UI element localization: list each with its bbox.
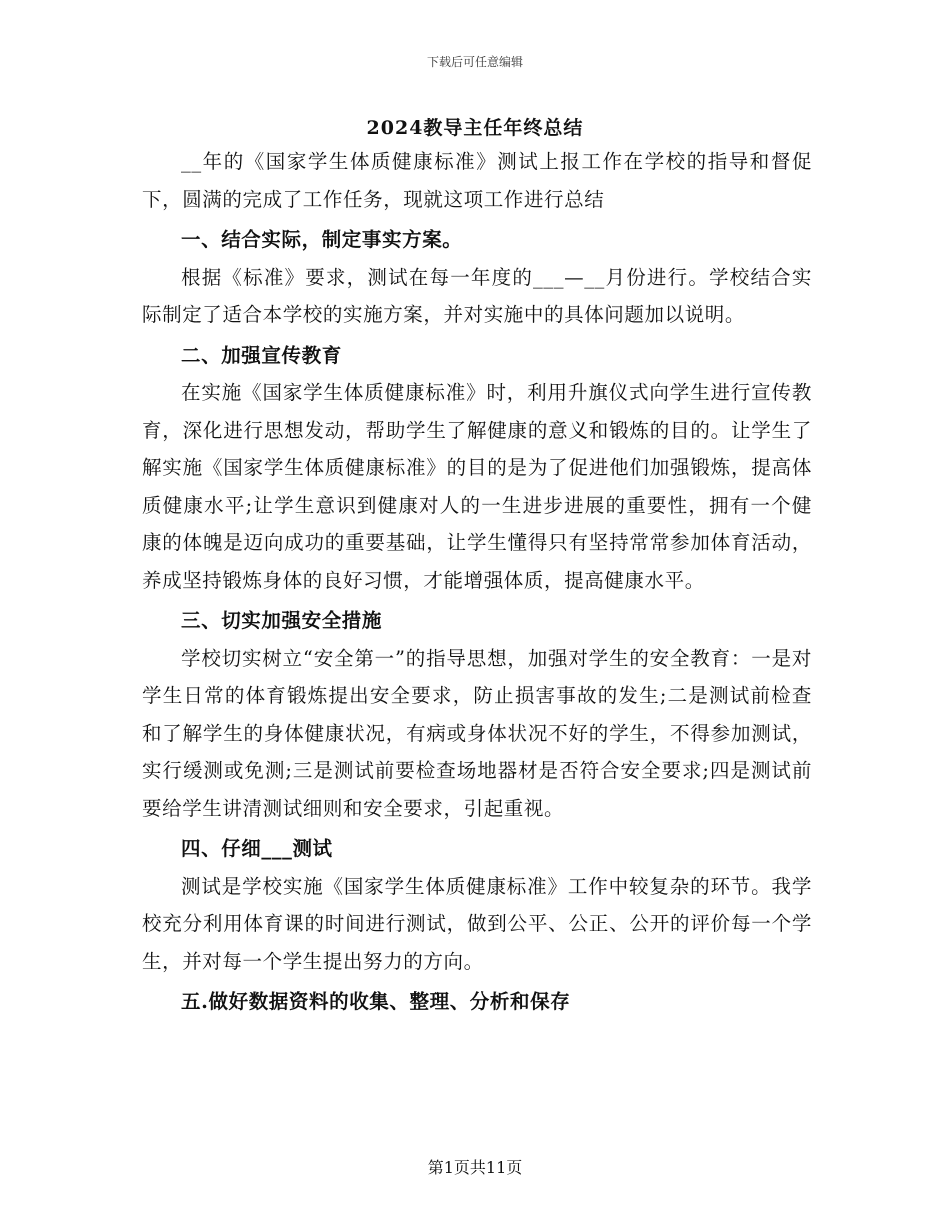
section-2-heading: 二、加强宣传教育 <box>181 343 342 367</box>
section-3-body: 学校切实树立“安全第一”的指导思想，加强对学生的安全教育：一是对学生日常的体育锻炼提出安全要求，防止损害事故的发生;二是测试前检查和了解学生的身体健康状况，有病或身体状况不好的学生，不得参加测试，实行缓测或免测;三是测试前要检查场地器材是否符合安全要求;四是测试前要给学生讲清测试细则和安全要求，引起重视。 <box>142 646 812 820</box>
section-5-heading: 五.做好数据资料的收集、整理、分析和保存 <box>181 990 571 1013</box>
section-2-body: 在实施《国家学生体质健康标准》时，利用升旗仪式向学生进行宣传教育，深化进行思想发动，帮助学生了解健康的意义和锻炼的目的。让学生了解实施《国家学生体质健康标准》的目的是为了促进他们加强锻炼，提高体质健康水平;让学生意识到健康对人的一生进步进展的重要性，拥有一个健康的体魄是迈向成功的重要基础，让学生懂得只有坚持常常参加体育活动，养成坚持锻炼身体的良好习惯，才能增强体质，提高健康水平。 <box>142 381 812 592</box>
section-4-heading: 四、仔细___测试 <box>181 837 333 860</box>
section-1-heading: 一、结合实际，制定事实方案。 <box>181 228 463 251</box>
section-1-body: 根据《标准》要求，测试在每一年度的___—__月份进行。学校结合实际制定了适合本学校的实施方案，并对实施中的具体问题加以说明。 <box>142 265 812 326</box>
section-4-body: 测试是学校实施《国家学生体质健康标准》工作中较复杂的环节。我学校充分利用体育课的时间进行测试，做到公平、公正、公开的评价每一个学生，并对每一个学生提出努力的方向。 <box>142 874 812 973</box>
page-header-note: 下载后可任意编辑 <box>426 55 523 69</box>
page-number-footer: 第1页共11页 <box>427 1158 523 1177</box>
document-title: 2024教导主任年终总结 <box>366 117 584 139</box>
document-body <box>142 143 812 1021</box>
section-3-heading: 三、切实加强安全措施 <box>181 609 383 632</box>
intro-paragraph: __年的《国家学生体质健康标准》测试上报工作在学校的指导和督促下，圆满的完成了工作任务，现就这项工作进行总结 <box>142 150 812 211</box>
